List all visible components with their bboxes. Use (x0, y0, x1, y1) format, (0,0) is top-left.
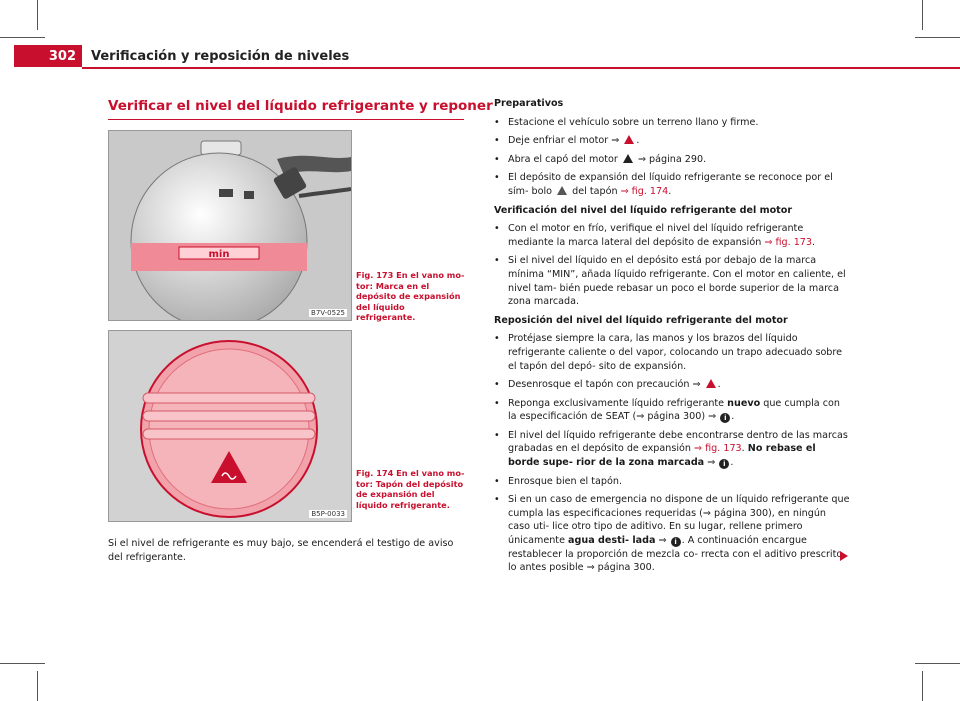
crop-mark (915, 37, 960, 38)
crop-mark (37, 0, 38, 30)
list-item: • Abra el capó del motor ⇒ página 290. (494, 153, 707, 165)
list-item: • Deje enfriar el motor ⇒ . (494, 135, 640, 147)
info-icon: i (720, 413, 730, 423)
figure-code: B7V-0525 (311, 309, 345, 317)
procedure-column (494, 97, 850, 580)
crop-mark (37, 671, 38, 701)
title-rule (108, 119, 464, 120)
page-number: 302 (14, 45, 82, 67)
running-title: Verificación y reposición de niveles (91, 49, 350, 64)
crop-mark (915, 663, 960, 664)
continue-arrow-icon (840, 551, 848, 561)
figure-link[interactable]: ⇒ fig. 173 (694, 443, 742, 455)
list-item: • Con el motor en frío, verifique el nivel del líquido refrigerante mediante la marca lateral del depósito de expansión ⇒ fig. 173. (494, 223, 816, 248)
figure-code: B5P-0033 (311, 510, 345, 518)
header-rule (82, 67, 960, 69)
list-item: • El nivel del líquido refrigerante debe encontrarse dentro de las marcas grabadas en el depósito de expansión ⇒ fig. 173. No rebase el borde supe- rior de la zona marcada ⇒ i . (494, 429, 848, 469)
heading-verificacion: Verificación del nivel del líquido refrigerante del motor (494, 204, 793, 216)
low-level-note: Si el nivel de refrigerante es muy bajo, se encenderá el testigo de aviso del refrigerante. (108, 538, 454, 563)
list-item: • Reponga exclusivamente líquido refrigerante nuevo que cumpla con la especificación de SEAT (⇒ página 300) ⇒ i . (494, 397, 840, 423)
coolant-symbol-icon (557, 186, 567, 195)
figure-174-image (108, 330, 352, 522)
warning-icon (623, 154, 633, 163)
info-icon: i (671, 537, 681, 547)
crop-mark (0, 37, 45, 38)
figure-173-caption: Fig. 173 En el vano mo- tor: Marca en el depósito de expansión del líquido refrigerante. (356, 270, 465, 322)
crop-mark (922, 671, 923, 701)
warning-icon (624, 135, 634, 144)
list-item: • Si el nivel del líquido en el depósito está por debajo de la marca mínima “MIN”, añada líquido refrigerante. Con el motor en caliente, el nivel tam- bién puede rebasar un poco el borde superior de la marca zona marcada. (494, 255, 846, 308)
list-item: • Si en un caso de emergencia no dispone de un líquido refrigerante que cumpla las especificaciones requeridas (⇒ página 300), en ningún caso uti- lice otro tipo de aditivo. En su lugar, rellene primero únicamente agua desti- lada ⇒ i . A continuación encargue restablecer la proporción de mezcla co- rrecta con el aditivo prescrito lo antes posible ⇒ página 300. (494, 494, 850, 574)
reservoir-cap-illustration (109, 331, 351, 521)
figure-link[interactable]: ⇒ fig. 173 (764, 236, 813, 248)
heading-preparativos: Preparativos (494, 98, 564, 109)
figure-173-image (108, 130, 352, 321)
figure-174-caption: Fig. 174 En el vano mo- tor: Tapón del depósito de expansión del líquido refrigerante. (356, 468, 465, 510)
list-item: • Desenrosque el tapón con precaución ⇒ . (494, 379, 721, 391)
heading-reposicion: Reposición del nivel del líquido refrigerante del motor (494, 314, 788, 326)
list-item: • Enrosque bien el tapón. (494, 475, 623, 487)
crop-mark (0, 663, 45, 664)
crop-mark (922, 0, 923, 30)
list-item: • Estacione el vehículo sobre un terreno llano y firme. (494, 116, 759, 128)
list-item: • Protéjase siempre la cara, las manos y los brazos del líquido refrigerante caliente o del vapor, colocando un trapo adecuado sobre el tapón del depó- sito de expansión. (494, 333, 843, 372)
info-icon: i (719, 459, 729, 469)
section-title: Verificar el nivel del líquido refrigerante y reponer (108, 98, 493, 114)
list-item: • El depósito de expansión del líquido refrigerante se reconoce por el sím- bolo del tapón ⇒ fig. 174. (494, 172, 833, 197)
coolant-reservoir-illustration (109, 131, 351, 320)
min-mark-label: min (208, 249, 230, 260)
warning-icon (706, 379, 716, 388)
figure-link[interactable]: ⇒ fig. 174 (620, 185, 669, 197)
